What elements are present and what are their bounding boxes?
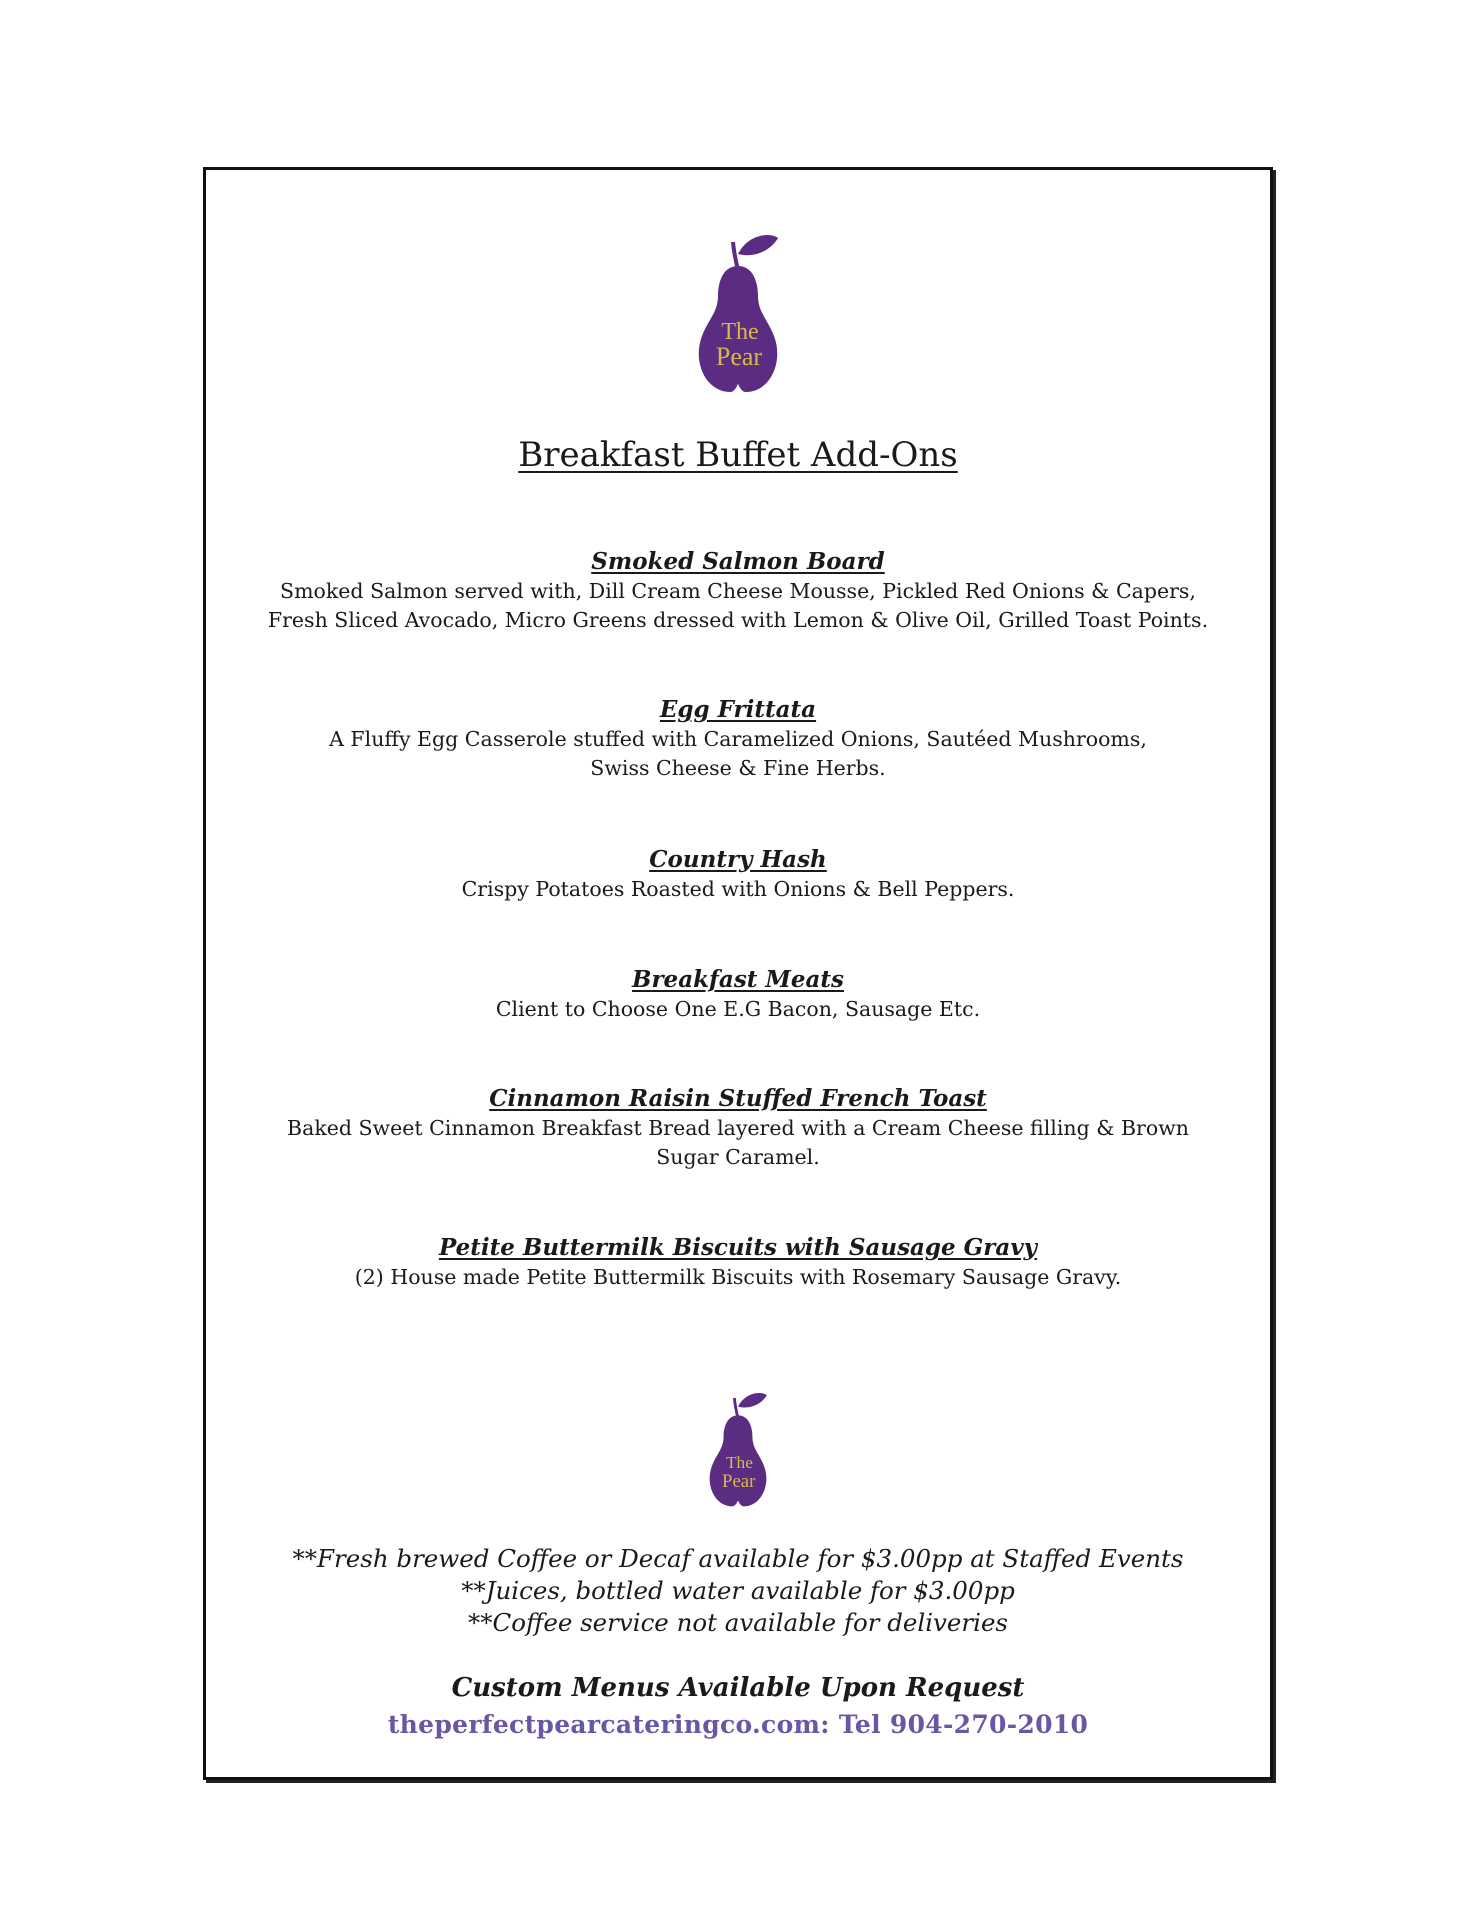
note-line: **Coffee service not available for deliveries [467,1608,1009,1637]
page-title: Breakfast Buffet Add-Ons [518,435,958,475]
logo-line1: The [725,1453,753,1473]
pear-logo-icon [693,1385,783,1515]
item-name: Petite Buttermilk Biscuits with Sausage Gravy [438,1234,1038,1261]
item-desc-line: A Fluffy Egg Casserole stuffed with Caramelized Onions, Sautéed Mushrooms, [329,727,1147,751]
menu-frame [203,167,1273,1780]
item-name: Breakfast Meats [632,966,844,993]
menu-item-breakfast-meats [226,965,1250,1024]
pear-logo-top [678,224,798,404]
item-name: Country Hash [649,846,827,873]
item-desc-line: Baked Sweet Cinnamon Breakfast Bread layered with a Cream Cheese filling & Brown [287,1116,1189,1140]
service-notes [206,1543,1270,1639]
logo-line2: Pear [715,342,763,371]
item-name: Egg Frittata [659,696,817,723]
item-name: Cinnamon Raisin Stuffed French Toast [489,1085,987,1112]
item-desc-line: Smoked Salmon served with, Dill Cream Cheese Mousse, Pickled Red Onions & Capers, [280,579,1196,603]
note-line: **Fresh brewed Coffee or Decaf available for $3.00pp at Staffed Events [292,1544,1184,1573]
menu-item-smoked-salmon [226,547,1250,635]
contact-link[interactable]: theperfectpearcateringco.com: Tel 904-270-2010 [387,1710,1089,1739]
item-name: Smoked Salmon Board [591,548,885,575]
logo-line2: Pear [722,1470,756,1492]
item-desc-line: Client to Choose One E.G Bacon, Sausage Etc. [495,997,981,1021]
logo-line1: The [721,319,759,345]
item-desc-line: Crispy Potatoes Roasted with Onions & Bell Peppers. [461,877,1015,901]
pear-logo-icon [678,224,798,404]
menu-item-egg-frittata [226,695,1250,783]
item-desc-line: Sugar Caramel. [656,1145,820,1169]
menu-item-country-hash [226,845,1250,904]
custom-menus-text: Custom Menus Available Upon Request [451,1673,1025,1703]
pear-logo-bottom [693,1385,783,1515]
menu-item-french-toast [226,1084,1250,1172]
item-desc-line: (2) House made Petite Buttermilk Biscuits with Rosemary Sausage Gravy. [354,1265,1122,1289]
item-desc-line: Swiss Cheese & Fine Herbs. [590,756,886,780]
note-line: **Juices, bottled water available for $3.00pp [461,1576,1015,1605]
item-desc-line: Fresh Sliced Avocado, Micro Greens dressed with Lemon & Olive Oil, Grilled Toast Points. [267,608,1209,632]
menu-item-biscuits-gravy [226,1233,1250,1292]
